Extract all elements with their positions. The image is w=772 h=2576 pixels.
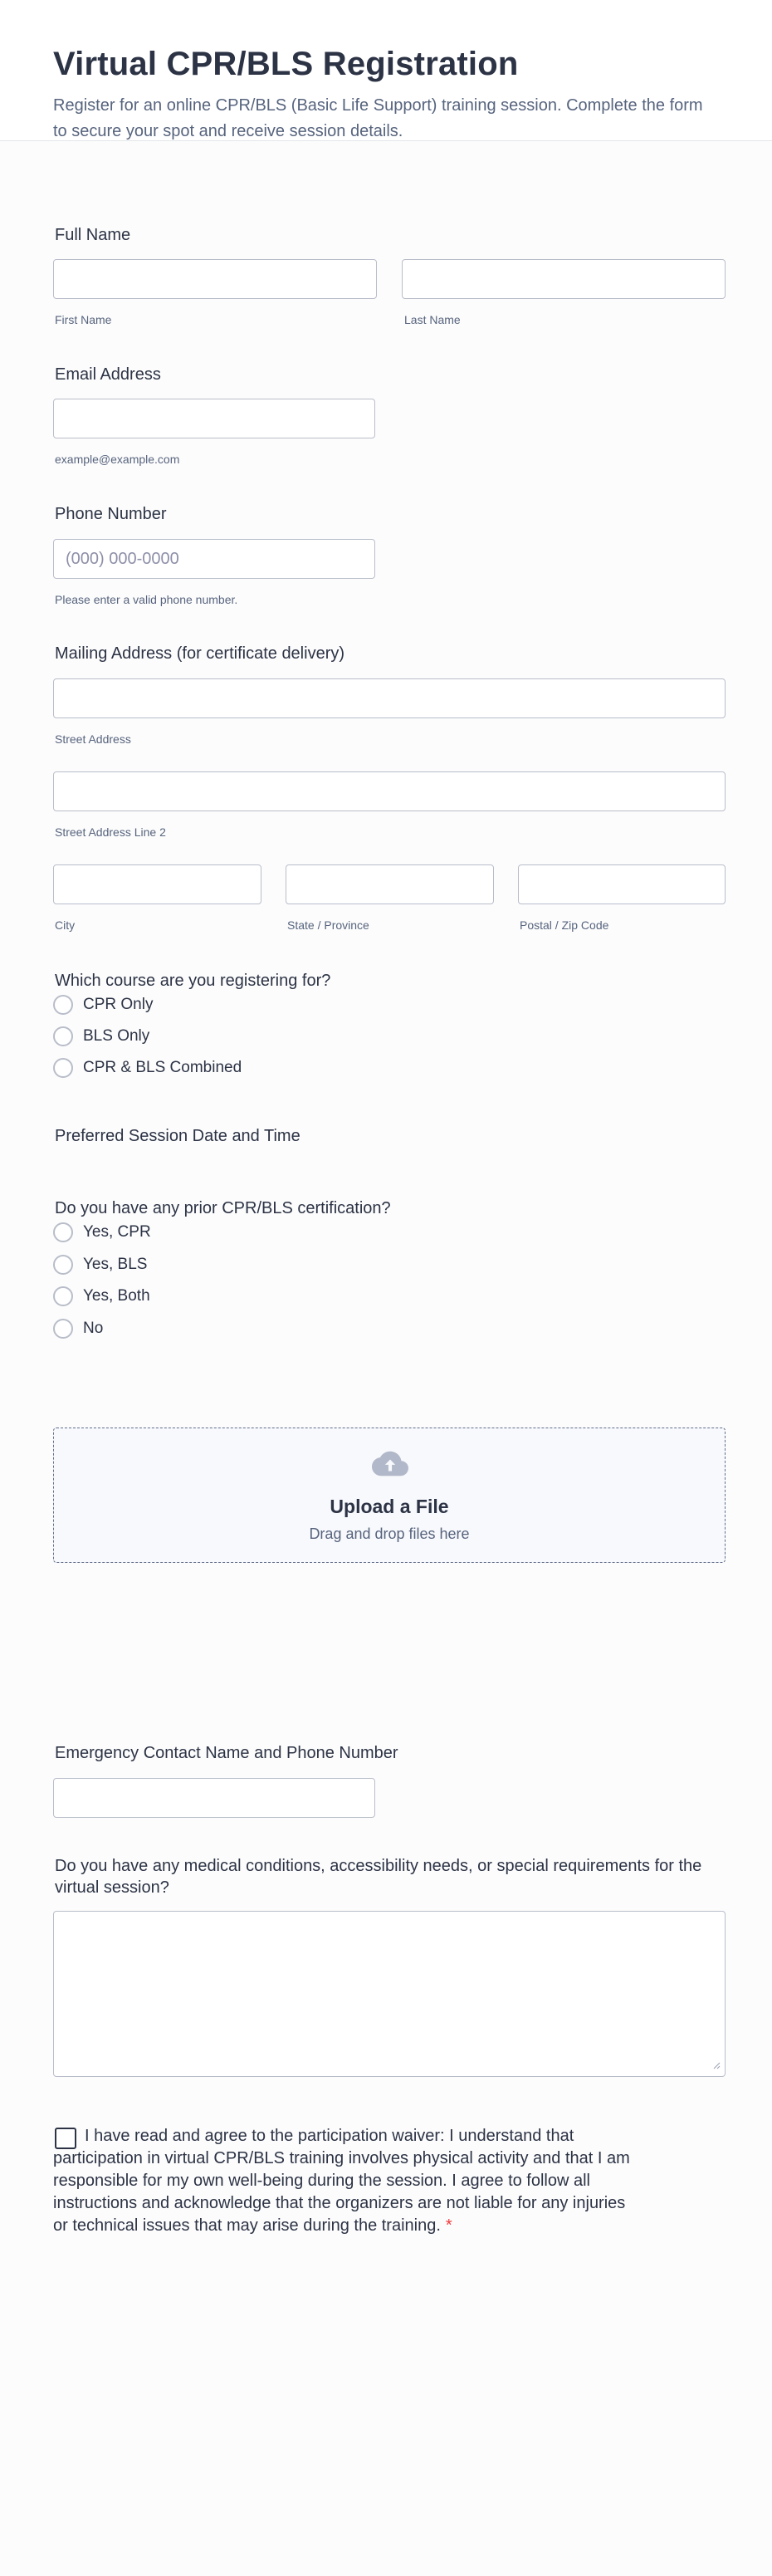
radio-circle[interactable]	[53, 1026, 73, 1046]
city-sublabel: City	[55, 918, 76, 932]
phone-input[interactable]	[53, 539, 375, 579]
prior-cert-option-no[interactable]	[53, 1317, 103, 1340]
upload-title: Upload a File	[330, 1496, 449, 1517]
email-sublabel: example@example.com	[55, 453, 180, 466]
city-input[interactable]	[53, 864, 261, 904]
email-input[interactable]	[53, 399, 375, 438]
address-label: Mailing Address (for certificate delivery)	[55, 644, 345, 663]
course-label: Which course are you registering for?	[55, 972, 331, 990]
prior-cert-option-cpr[interactable]	[53, 1221, 151, 1244]
radio-label: CPR & BLS Combined	[83, 1059, 242, 1076]
street-address-line2-input[interactable]	[53, 771, 726, 811]
state-input[interactable]	[286, 864, 494, 904]
email-label: Email Address	[55, 365, 161, 384]
course-option-cpr[interactable]	[53, 993, 153, 1016]
radio-label: No	[83, 1320, 104, 1337]
last-name-input[interactable]	[402, 259, 726, 299]
medical-conditions-label: Do you have any medical conditions, accessibility needs, or special requirements for the virtual session?	[55, 1857, 702, 1897]
radio-circle[interactable]	[53, 1286, 73, 1306]
phone-sublabel: Please enter a valid phone number.	[55, 593, 238, 606]
phone-label: Phone Number	[55, 505, 167, 523]
street-address-sublabel: Street Address	[55, 732, 131, 746]
upload-subtitle: Drag and drop files here	[309, 1526, 470, 1542]
street-address-input[interactable]	[53, 678, 726, 718]
first-name-sublabel: First Name	[55, 313, 112, 326]
radio-circle[interactable]	[53, 1255, 73, 1275]
session-label: Preferred Session Date and Time	[55, 1127, 300, 1145]
radio-circle[interactable]	[53, 995, 73, 1015]
required-marker: *	[445, 2216, 452, 2235]
zip-sublabel: Postal / Zip Code	[520, 918, 609, 932]
waiver-statement: I have read and agree to the participation waiver: I understand that participation in virtual CPR/BLS training involves physical activity and that I am responsible for my own well-being during the session. I agree to follow all instructions and acknowledge that the organizers are not liable for any injuries or technical issues that may arise during the training.	[53, 2127, 630, 2235]
full-name-label: Full Name	[55, 226, 131, 244]
radio-label: BLS Only	[83, 1027, 150, 1045]
waiver-text	[53, 2125, 643, 2237]
radio-label: Yes, BLS	[83, 1256, 148, 1273]
prior-cert-option-bls[interactable]	[53, 1253, 147, 1276]
radio-circle[interactable]	[53, 1222, 73, 1242]
course-option-combined[interactable]	[53, 1056, 242, 1080]
page-title: Virtual CPR/BLS Registration	[53, 46, 519, 82]
resize-grip-icon[interactable]	[712, 2061, 721, 2069]
cloud-upload-icon	[371, 1450, 409, 1478]
emergency-contact-label: Emergency Contact Name and Phone Number	[55, 1744, 398, 1762]
prior-cert-option-both[interactable]	[53, 1285, 150, 1308]
street-address-line2-sublabel: Street Address Line 2	[55, 825, 166, 839]
prior-cert-label: Do you have any prior CPR/BLS certification?	[55, 1199, 391, 1217]
last-name-sublabel: Last Name	[404, 313, 461, 326]
course-option-bls[interactable]	[53, 1025, 149, 1048]
page-description: Register for an online CPR/BLS (Basic Life Support) training session. Complete the form to secure your spot and receive session details.	[53, 96, 703, 140]
medical-conditions-textarea[interactable]	[53, 1911, 726, 2077]
radio-label: Yes, CPR	[83, 1223, 151, 1241]
radio-circle[interactable]	[53, 1319, 73, 1339]
state-sublabel: State / Province	[287, 918, 369, 932]
file-upload-dropzone[interactable]	[53, 1428, 726, 1563]
form-header	[0, 0, 772, 141]
zip-input[interactable]	[518, 864, 726, 904]
radio-label: CPR Only	[83, 996, 154, 1013]
radio-label: Yes, Both	[83, 1287, 150, 1305]
radio-circle[interactable]	[53, 1058, 73, 1078]
first-name-input[interactable]	[53, 259, 377, 299]
emergency-contact-input[interactable]	[53, 1778, 375, 1818]
